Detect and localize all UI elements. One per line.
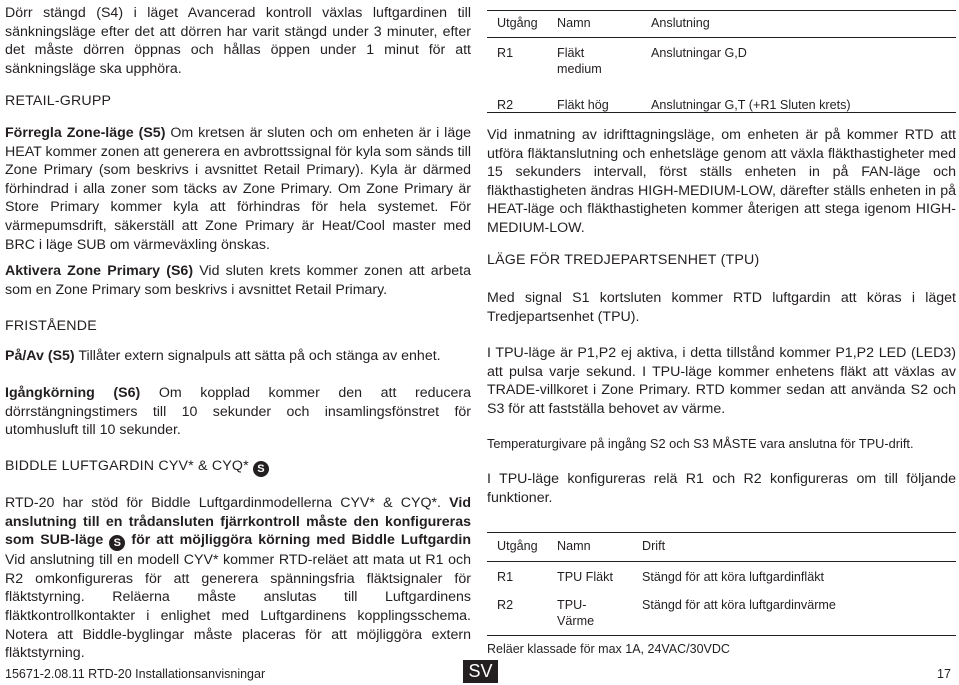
table-cell: Anslutningar G,T (+R1 Sluten krets) (651, 98, 851, 112)
retail-group-heading: RETAIL-GRUPP (5, 93, 112, 109)
temperature-sensor-paragraph: Temperaturgivare på ingång S2 och S3 MÅSTE vara anslutna för TPU-drift. (487, 436, 914, 451)
interlock-zone-text: Om kretsen är sluten och om enheten är i läge HEAT kommer zonen att generera en avbrottssignal för kyla som sänds till Zone Primary (som beskrivs i avsnittet Retail Primary). Kyla är därmed förhindrad i alla zoner som täcks av Zone Primary. Om Zone Primary är Store Primary kommer kyla att förhindras för hela systemet. För värmepumsdrift, säkerställ att Zone Primary är Heat/Cool master med BRC i läge SUB om värmeväxling önskas. (5, 125, 471, 253)
commissioning-text: Om kopplad kommer den att reducera dörrstängningstimers till 10 sekunder och insamlingsfönstret för utomhusluft till 10 sekunder. (5, 385, 471, 439)
activate-zone-primary-text: Vid sluten krets kommer zonen att arbeta som en Zone Primary som beskrivs i avsnittet Retail Primary. (5, 263, 471, 298)
table1-header-rule (487, 37, 956, 38)
table-cell: Fläkt medium (557, 46, 602, 76)
table-cell: Stängd för att köra luftgardinvärme (642, 598, 836, 612)
table2-header-rule (487, 561, 956, 562)
table-cell: TPU-Värme (557, 598, 595, 628)
table-cell: Stängd för att köra luftgardinfläkt (642, 570, 825, 584)
door-closed-paragraph: Dörr stängd (S4) i läget Avancerad kontroll växlas luftgardinen till sänkningsläge efter det att dörren har varit stängd under 3 minuter, efter det måste dörren öppnas och hållas öppen under 1 minut för att sänkningsläge ska upphöra. (5, 5, 471, 77)
interlock-zone-title: Förregla Zone-läge (S5) (5, 125, 166, 141)
page-number: 17 (937, 667, 951, 681)
rtd-biddle-intro: RTD-20 har stöd för Biddle Luftgardinmodellerna CYV* & CYQ*. (5, 495, 450, 511)
rtd-biddle-paragraph (5, 494, 471, 663)
table-row (497, 566, 952, 592)
table-header-cell: Utgång (497, 539, 538, 553)
table-cell: Anslutningar G,D (651, 46, 747, 60)
relay-table-1 (497, 15, 952, 113)
table-cell: R1 (497, 570, 514, 584)
rtd-biddle-text: Vid anslutning till en modell CYV* kommer RTD-reläet att mata ut R1 och R2 omkonfigureras för att generera spänningsfria fläktsignaler för fläktstyrning. Reläerna måste anslutas till Luftgardinens fläktkontrollkontakter i enlighet med Luftgardinens kopplingsschema. Notera att Biddle-byglingar måste placeras för att möjliggöra extern fläktstyrning. (5, 552, 471, 662)
on-off-paragraph (5, 347, 471, 366)
table-header-cell: Drift (642, 539, 666, 553)
on-off-text: Tillåter extern signalpuls att sätta på och stänga av enhet. (74, 348, 441, 364)
standalone-heading: FRISTÅENDE (5, 318, 97, 334)
on-off-title: På/Av (S5) (5, 348, 75, 364)
language-badge: SV (463, 660, 498, 683)
table-cell: R2 (497, 98, 514, 112)
s-badge-inline-icon: S (109, 535, 125, 551)
commissioning-paragraph (5, 384, 471, 440)
tpu-signal-paragraph: Med signal S1 kortsluten kommer RTD luftgardin att köras i läget Tredjepartsenhet (TPU). (487, 290, 956, 325)
table-row (497, 43, 952, 93)
table-cell: TPU Fläkt (557, 570, 613, 584)
biddle-heading (5, 458, 269, 477)
s-badge-icon: S (253, 461, 269, 477)
tpu-mode-paragraph: I TPU-läge är P1,P2 ej aktiva, i detta tillstånd kommer P1,P2 LED (LED3) att pulsa varje sekund. I TPU-läge kommer enhetens fläkt att växlas av TRADE-villkoret i Zone Primary. RTD kommer sedan att använda S2 och S3 för att fastställa behovet av värme. (487, 345, 956, 417)
activate-zone-primary-paragraph (5, 262, 471, 299)
relay-table-2 (497, 538, 952, 629)
commissioning-title: Igångkörning (S6) (5, 385, 141, 401)
tpu-heading: LÄGE FÖR TREDJEPARTSENHET (TPU) (487, 252, 760, 268)
activate-zone-primary-title: Aktivera Zone Primary (S6) (5, 263, 194, 279)
table1-top-rule (487, 10, 956, 11)
table2-bottom-rule (487, 635, 956, 636)
table-header-cell: Anslutning (651, 16, 710, 30)
table1-bottom-rule (487, 112, 956, 113)
table-header-cell: Namn (557, 16, 591, 30)
relay-rating-note: Reläer klassade för max 1A, 24VAC/30VDC (487, 642, 730, 656)
table-cell: Fläkt hög (557, 98, 609, 112)
footer-doc-id: 15671-2.08.11 RTD-20 Installationsanvisningar (5, 667, 266, 681)
biddle-heading-text: BIDDLE LUFTGARDIN CYV* & CYQ* (5, 458, 249, 474)
interlock-zone-paragraph (5, 124, 471, 254)
table-cell: R2 (497, 598, 514, 612)
table2-top-rule (487, 532, 956, 533)
table-cell: R1 (497, 46, 514, 60)
tpu-relay-config-paragraph: I TPU-läge konfigureras relä R1 och R2 konfigureras om till följande funktioner. (487, 471, 956, 506)
table-header-cell: Namn (557, 539, 591, 553)
table-header-cell: Utgång (497, 16, 538, 30)
commissioning-mode-paragraph: Vid inmatning av idrifttagningsläge, om enheten är på kommer RTD att utföra fläktanslutning och enhetsläge genom att växla fläkthastigheter med 15 sekunders intervall, först ställs enheten in på FAN-läge och fläkthastigheten ändras HIGH-MEDIUM-LOW, därefter ställs enheten in på HEAT-läge och fläkthastigheten kommer återigen att stega igenom HIGH-MEDIUM-LOW. (487, 127, 956, 236)
table-row (497, 93, 952, 113)
table-row (497, 592, 952, 629)
rtd-biddle-bold-a: Vid anslutning till en trådansluten fjärrkontroll måste den konfigureras som SUB-läge (5, 495, 471, 549)
rtd-biddle-bold-b: för att möjliggöra körning med Biddle Luftgardin (125, 532, 471, 549)
table-header-row (497, 15, 952, 43)
